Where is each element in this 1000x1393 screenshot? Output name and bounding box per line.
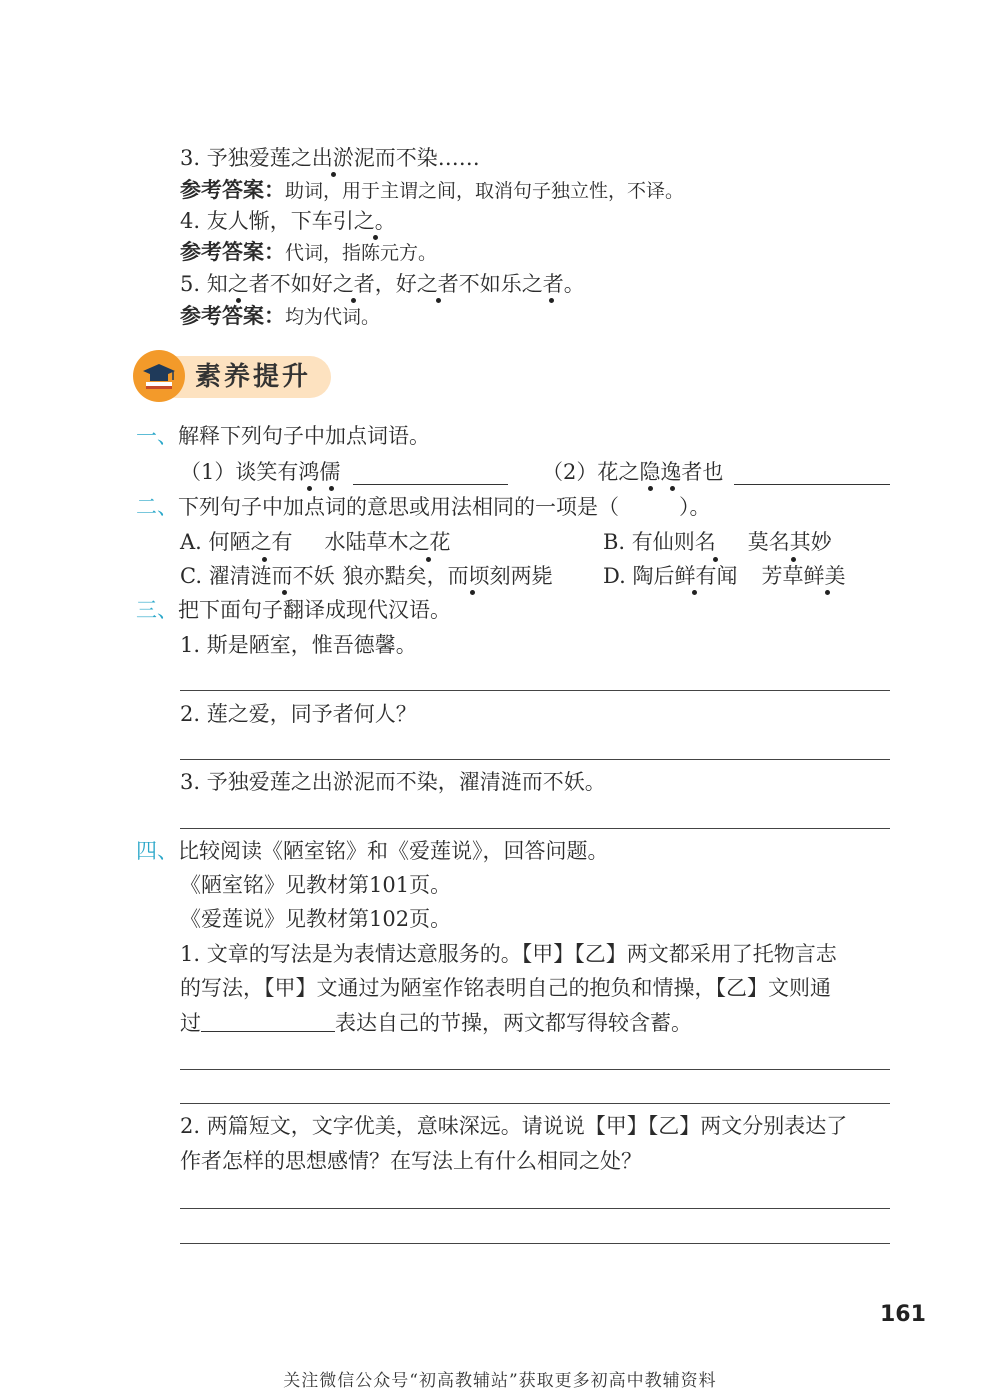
subquestion-1-line-1: 1. 文章的写法是为表情达意服务的。【甲】【乙】两文都采用了托物言志 bbox=[180, 942, 837, 966]
question-4-heading bbox=[136, 836, 609, 866]
answer-3 bbox=[180, 175, 684, 206]
question-number: 三、 bbox=[136, 598, 178, 622]
option-phrase: 水陆草木之花 bbox=[324, 530, 451, 554]
translate-sentence-2: 2. 莲之爱，同予者何人？ bbox=[180, 702, 417, 726]
answer-blank[interactable] bbox=[353, 484, 508, 485]
emphasis-dot bbox=[825, 590, 830, 595]
option-label: D. bbox=[603, 564, 633, 588]
text-segment: 表达自己的节操，两文都写得较含蓄。 bbox=[335, 1011, 692, 1035]
q1-item-2: （2）花之隐逸者也 bbox=[542, 460, 724, 484]
subquestion-2-line-1: 2. 两篇短文，文字优美，意味深远。请说说【甲】【乙】两文分别表达了 bbox=[180, 1114, 848, 1138]
answer-text: 代词，指陈元方。 bbox=[285, 242, 438, 264]
reference-2: 《爱莲说》见教材第102页。 bbox=[180, 907, 452, 931]
reference-1: 《陋室铭》见教材第101页。 bbox=[180, 873, 452, 897]
q1-item-1: （1）谈笑有鸿儒 bbox=[180, 460, 341, 484]
question-text: 解释下列句子中加点词语。 bbox=[178, 424, 430, 448]
question-text: 比较阅读《陋室铭》和《爱莲说》，回答问题。 bbox=[178, 839, 609, 863]
question-number: 一、 bbox=[136, 424, 178, 448]
question-text: 下列句子中加点词的意思或用法相同的一项是（ bbox=[178, 495, 619, 519]
question-number: 二、 bbox=[136, 495, 178, 519]
option-phrase: 陶后鲜有闻 bbox=[632, 564, 738, 588]
option-phrase: 濯清涟而不妖 bbox=[208, 564, 335, 588]
section-header bbox=[133, 350, 333, 402]
emphasis-dot bbox=[670, 486, 675, 491]
section-title: 素养提升 bbox=[195, 362, 312, 392]
option-a[interactable] bbox=[180, 527, 451, 557]
option-phrase: 莫名其妙 bbox=[747, 530, 832, 554]
option-c[interactable] bbox=[180, 561, 553, 591]
option-label: A. bbox=[180, 530, 209, 554]
answer-label: 参考答案： bbox=[180, 240, 285, 264]
answer-text: 助词，用于主谓之间，取消句子独立性，不译。 bbox=[285, 180, 685, 202]
section-circle bbox=[133, 350, 185, 402]
graduation-cap-icon bbox=[133, 350, 185, 402]
option-phrase: 芳草鲜美 bbox=[761, 564, 846, 588]
question-number: 四、 bbox=[136, 839, 178, 863]
fill-blank[interactable] bbox=[201, 1009, 335, 1032]
option-b[interactable] bbox=[603, 527, 832, 557]
page-number: 161 bbox=[880, 1302, 926, 1327]
answer-line[interactable] bbox=[180, 828, 890, 829]
answer-4 bbox=[180, 237, 437, 268]
emphasis-dot bbox=[307, 486, 312, 491]
question-4: 4. 友人惭，下车引之。 bbox=[180, 209, 396, 233]
option-label: C. bbox=[180, 564, 209, 588]
question-2-heading bbox=[136, 492, 711, 522]
answer-line[interactable] bbox=[180, 759, 890, 760]
translate-sentence-3: 3. 予独爱莲之出淤泥而不染，濯清涟而不妖。 bbox=[180, 770, 606, 794]
option-phrase: 狼亦黠矣，而顷刻两毙 bbox=[342, 564, 553, 588]
question-3: 3. 予独爱莲之出淤泥而不染…… bbox=[180, 146, 480, 170]
question-text-end: ）。 bbox=[679, 495, 711, 519]
emphasis-dot bbox=[549, 298, 554, 303]
text-segment: 过 bbox=[180, 1011, 201, 1035]
answer-line[interactable] bbox=[180, 1208, 890, 1209]
question-5: 5. 知之者不如好之者，好之者不如乐之者。 bbox=[180, 272, 585, 296]
answer-label: 参考答案： bbox=[180, 304, 285, 328]
question-1-heading bbox=[136, 421, 430, 451]
answer-line[interactable] bbox=[180, 690, 890, 691]
subquestion-1-line-3 bbox=[180, 1008, 692, 1038]
answer-line[interactable] bbox=[180, 1103, 890, 1104]
answer-label: 参考答案： bbox=[180, 178, 285, 202]
question-text: 把下面句子翻译成现代汉语。 bbox=[178, 598, 451, 622]
option-label: B. bbox=[603, 530, 632, 554]
subquestion-2-line-2: 作者怎样的思想感情？在写法上有什么相同之处？ bbox=[180, 1149, 642, 1173]
answer-5 bbox=[180, 301, 380, 332]
option-phrase: 有仙则名 bbox=[631, 530, 716, 554]
option-phrase: 何陋之有 bbox=[208, 530, 293, 554]
footer-note: 关注微信公众号“初高教辅站”获取更多初高中教辅资料 bbox=[283, 1371, 717, 1391]
answer-line[interactable] bbox=[180, 1069, 890, 1070]
answer-blank[interactable] bbox=[734, 484, 890, 485]
emphasis-dot bbox=[692, 590, 697, 595]
option-d[interactable] bbox=[603, 561, 845, 591]
emphasis-dot bbox=[648, 486, 653, 491]
subquestion-1-line-2: 的写法，【甲】文通过为陋室作铭表明自己的抱负和情操，【乙】文则通 bbox=[180, 976, 831, 1000]
emphasis-dot bbox=[470, 590, 475, 595]
question-3-heading bbox=[136, 595, 451, 625]
answer-text: 均为代词。 bbox=[285, 306, 381, 328]
translate-sentence-1: 1. 斯是陋室，惟吾德馨。 bbox=[180, 633, 417, 657]
answer-line[interactable] bbox=[180, 1243, 890, 1244]
emphasis-dot bbox=[436, 298, 441, 303]
emphasis-dot bbox=[329, 486, 334, 491]
